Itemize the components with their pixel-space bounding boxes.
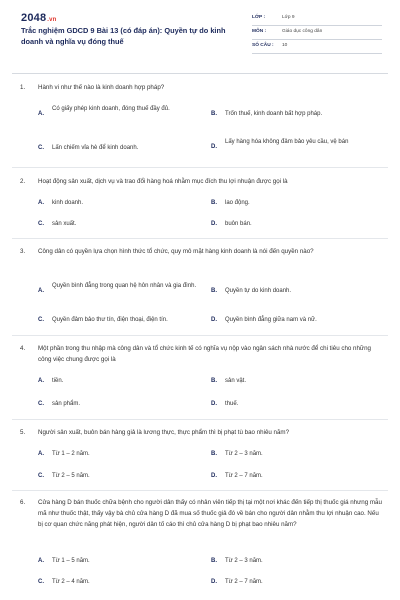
option-key: A. <box>38 378 44 384</box>
question-text: Công dân có quyền lựa chọn hình thức tổ chức, quy mô mặt hàng kinh doanh là nói đến quyền nào? <box>38 248 314 255</box>
option-key: B. <box>211 111 217 117</box>
option-b[interactable] <box>211 377 381 387</box>
question-2 <box>20 176 382 187</box>
option-key: B. <box>211 558 217 564</box>
option-a[interactable] <box>38 377 208 387</box>
question-4 <box>20 343 382 365</box>
logo-text: 2048 <box>21 12 47 24</box>
option-key: D. <box>211 473 217 479</box>
option-text: Từ 2 – 3 năm. <box>225 451 263 457</box>
option-key: C. <box>38 579 44 585</box>
question-5 <box>20 427 382 438</box>
option-key: B. <box>211 200 217 206</box>
logo-suffix: .vn <box>47 17 57 23</box>
info-label: MÔN : <box>252 29 267 34</box>
option-key: A. <box>38 451 44 457</box>
quiz-title: Trắc nghiệm GDCD 9 Bài 13 (có đáp án): Quyền tự do kinh doanh và nghĩa vụ đóng thuế <box>21 26 226 46</box>
option-text: Quyền bình đẳng giữa nam và nữ. <box>225 317 317 323</box>
question-stem <box>20 343 382 365</box>
info-label: SỐ CÂU : <box>252 43 274 48</box>
option-key: B. <box>211 451 217 457</box>
question-text: Cửa hàng D bán thuốc chữa bệnh cho người dân thấy có nhân viên tiếp thị tại một nơi khác đến tiếp thị thuốc giá nhưng mẫu mã như thuốc thật, thấy vậy bà chủ cửa hàng D đã mua số thuốc giả đó về bán cho người dân nhằm thu lợi nhuận cao. Nếu bị cơ quan chức năng phát hiện, người dân tố cáo thì chủ cửa hàng D bị phạt bao nhiêu năm? <box>38 499 382 528</box>
option-key: D. <box>211 317 217 323</box>
question-separator <box>12 419 388 420</box>
option-text: sản xuất. <box>52 221 77 227</box>
question-text: Người sản xuất, buôn bán hàng giả là lương thực, thực phẩm thì bị phạt tù bao nhiêu năm? <box>38 429 290 436</box>
option-key: D. <box>211 579 217 585</box>
option-text: Từ 1 – 5 năm. <box>52 558 90 564</box>
option-text: Từ 2 – 7 năm. <box>225 473 263 479</box>
option-key: C. <box>38 145 44 151</box>
option-c[interactable] <box>38 400 208 410</box>
option-text: thuế. <box>225 401 239 407</box>
option-d[interactable] <box>211 578 381 588</box>
option-c[interactable] <box>38 316 210 326</box>
question-1 <box>20 82 382 93</box>
option-text: Từ 2 – 3 năm. <box>225 558 263 564</box>
question-stem <box>20 427 382 438</box>
option-key: B. <box>211 288 217 294</box>
option-key: A. <box>38 288 44 294</box>
option-key: C. <box>38 401 44 407</box>
option-key: D. <box>211 144 217 150</box>
option-key: D. <box>211 401 217 407</box>
option-text: Từ 2 – 4 năm. <box>52 579 90 585</box>
info-label: LỚP : <box>252 15 266 20</box>
question-3 <box>20 246 382 257</box>
option-text: sản phẩm. <box>52 401 81 407</box>
info-row-count <box>252 40 382 54</box>
option-a[interactable] <box>38 105 208 125</box>
option-key: B. <box>211 378 217 384</box>
option-text: Quyền tự do kinh doanh. <box>225 288 292 294</box>
info-value: 10 <box>282 43 288 48</box>
option-d[interactable] <box>211 138 381 158</box>
question-number: 6. <box>20 499 26 506</box>
option-key: C. <box>38 473 44 479</box>
option-text: Quyền đảm bảo thư tín, điện thoại, điện tín. <box>52 317 168 323</box>
question-stem <box>20 176 382 187</box>
option-d[interactable] <box>211 472 381 482</box>
question-stem <box>20 82 382 93</box>
question-stem <box>20 497 382 530</box>
option-key: C. <box>38 317 44 323</box>
question-separator <box>12 238 388 239</box>
option-d[interactable] <box>211 400 381 410</box>
question-separator <box>12 335 388 336</box>
option-a[interactable] <box>38 199 208 209</box>
question-text: Hành vi như thế nào là kinh doanh hợp pháp? <box>38 84 165 91</box>
question-number: 3. <box>20 248 26 255</box>
option-c[interactable] <box>38 472 208 482</box>
question-number: 4. <box>20 345 26 352</box>
question-stem <box>20 246 382 257</box>
option-b[interactable] <box>211 199 381 209</box>
option-key: A. <box>38 111 44 117</box>
info-value: Lớp 9 <box>282 15 295 20</box>
option-text: Lấy hàng hóa không đảm bảo yêu cầu, vệ bán <box>225 139 349 145</box>
option-text: Quyền bình đẳng trong quan hệ hôn nhân và gia đình. <box>52 283 197 289</box>
question-number: 5. <box>20 429 26 436</box>
option-a[interactable] <box>38 282 208 302</box>
question-separator <box>12 167 388 168</box>
option-b[interactable] <box>211 287 381 297</box>
option-key: D. <box>211 221 217 227</box>
option-text: Từ 1 – 2 năm. <box>52 451 90 457</box>
option-c[interactable] <box>38 220 208 230</box>
site-logo[interactable] <box>21 12 57 24</box>
option-text: tiền. <box>52 378 64 384</box>
question-number: 1. <box>20 84 26 91</box>
option-b[interactable] <box>211 557 381 567</box>
question-6 <box>20 497 382 530</box>
info-value: Giáo dục công dân <box>282 29 323 34</box>
question-number: 2. <box>20 178 26 185</box>
option-text: Trốn thuế, kinh doanh bất hợp pháp. <box>225 111 323 117</box>
info-row-class <box>252 12 382 26</box>
question-text: Một phần trong thu nhập mà công dân và tổ chức kinh tế có nghĩa vụ nộp vào ngân sách nhà nước để chi tiêu cho những công việc chung được gọi là <box>38 345 371 363</box>
option-key: A. <box>38 200 44 206</box>
option-d[interactable] <box>211 316 381 326</box>
option-a[interactable] <box>38 557 208 567</box>
option-key: C. <box>38 221 44 227</box>
option-text: Từ 2 – 5 năm. <box>52 473 90 479</box>
question-separator <box>12 490 388 491</box>
option-key: A. <box>38 558 44 564</box>
option-text: Có giấy phép kinh doanh, đóng thuế đầy đủ. <box>52 106 170 112</box>
option-b[interactable] <box>211 450 381 460</box>
option-text: kinh doanh. <box>52 200 84 206</box>
option-d[interactable] <box>211 220 381 230</box>
page-header <box>0 0 400 68</box>
option-b[interactable] <box>211 110 381 120</box>
option-a[interactable] <box>38 450 208 460</box>
header-divider <box>12 73 388 74</box>
option-text: buôn bán. <box>225 221 252 227</box>
option-c[interactable] <box>38 144 208 154</box>
question-text: Hoạt động sản xuất, dịch vụ và trao đổi hàng hoá nhằm mục đích thu lợi nhuận được gọi là <box>38 178 288 185</box>
option-c[interactable] <box>38 578 208 588</box>
info-row-subject <box>252 26 382 40</box>
option-text: lao động. <box>225 200 250 206</box>
option-text: Từ 2 – 7 năm. <box>225 579 263 585</box>
option-text: Lấn chiếm vỉa hè để kinh doanh. <box>52 145 139 151</box>
quiz-info-panel <box>252 12 382 54</box>
option-text: sản vật. <box>225 378 247 384</box>
